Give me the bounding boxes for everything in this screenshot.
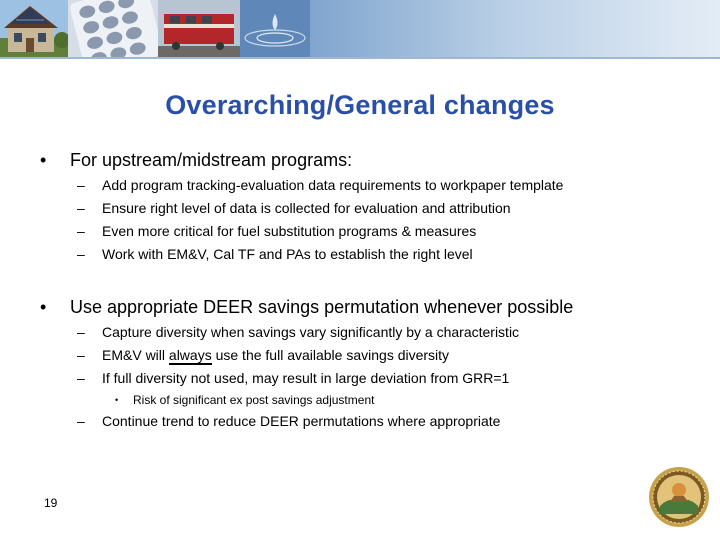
subitem-text: Add program tracking-evaluation data requirements to workpaper template	[102, 177, 564, 193]
bullet-upstream-programs	[40, 150, 352, 171]
subitem-text: If full diversity not used, may result in large deviation from GRR=1	[102, 370, 510, 386]
subitem-text: Continue trend to reduce DEER permutations where appropriate	[102, 413, 501, 429]
subitem-text: Even more critical for fuel substitution programs & measures	[102, 223, 477, 239]
subitem-text-before: EM&V will	[102, 347, 169, 363]
dash-marker: –	[77, 223, 85, 239]
small-bullet-marker: •	[115, 395, 119, 405]
slide-title: Overarching/General changes	[165, 90, 555, 120]
subitem-text: Ensure right level of data is collected for evaluation and attribution	[102, 200, 511, 216]
bullet-text: For upstream/midstream programs:	[70, 150, 353, 170]
dash-marker: –	[77, 413, 85, 429]
subitem-continue-trend	[77, 413, 500, 429]
subitem-emv-always	[77, 347, 449, 363]
train-photo	[158, 0, 240, 57]
subitem-text-after: use the full available savings diversity	[211, 347, 450, 363]
subitem-right-level-data	[77, 200, 511, 216]
subitem-full-diversity	[77, 370, 509, 386]
subitem-text: Capture diversity when savings vary significantly by a characteristic	[102, 324, 520, 340]
house-solar-photo	[0, 0, 68, 57]
bullet-text: Use appropriate DEER savings permutation whenever possible	[70, 297, 574, 317]
subitem-text: Work with EM&V, Cal TF and PAs to establish the right level	[102, 246, 473, 262]
underline-mark	[169, 363, 212, 365]
dash-marker: –	[77, 370, 85, 386]
dash-marker: –	[77, 200, 85, 216]
dash-marker: –	[77, 347, 85, 363]
page-number: 19	[44, 496, 58, 510]
subitem-fuel-substitution	[77, 223, 476, 239]
subsubitem-text: Risk of significant ex post savings adjustment	[133, 393, 375, 407]
subitem-tracking-evaluation	[77, 177, 563, 193]
dash-marker: –	[77, 177, 85, 193]
water-drop-photo	[240, 0, 310, 57]
subitem-capture-diversity	[77, 324, 519, 340]
state-seal-icon	[648, 466, 710, 528]
banner-divider	[0, 57, 720, 59]
header-banner	[0, 0, 720, 57]
bullet-marker: •	[40, 297, 47, 317]
subitem-work-with-emv	[77, 246, 473, 262]
bullet-deer-permutation	[40, 297, 573, 318]
dash-marker: –	[77, 324, 85, 340]
underlined-word-text: always	[168, 347, 212, 363]
subsubitem-ex-post-risk	[115, 393, 374, 407]
calculator-keypad-photo	[68, 0, 158, 57]
dash-marker: –	[77, 246, 85, 262]
underlined-word-always	[169, 347, 212, 363]
bullet-marker: •	[40, 150, 47, 170]
